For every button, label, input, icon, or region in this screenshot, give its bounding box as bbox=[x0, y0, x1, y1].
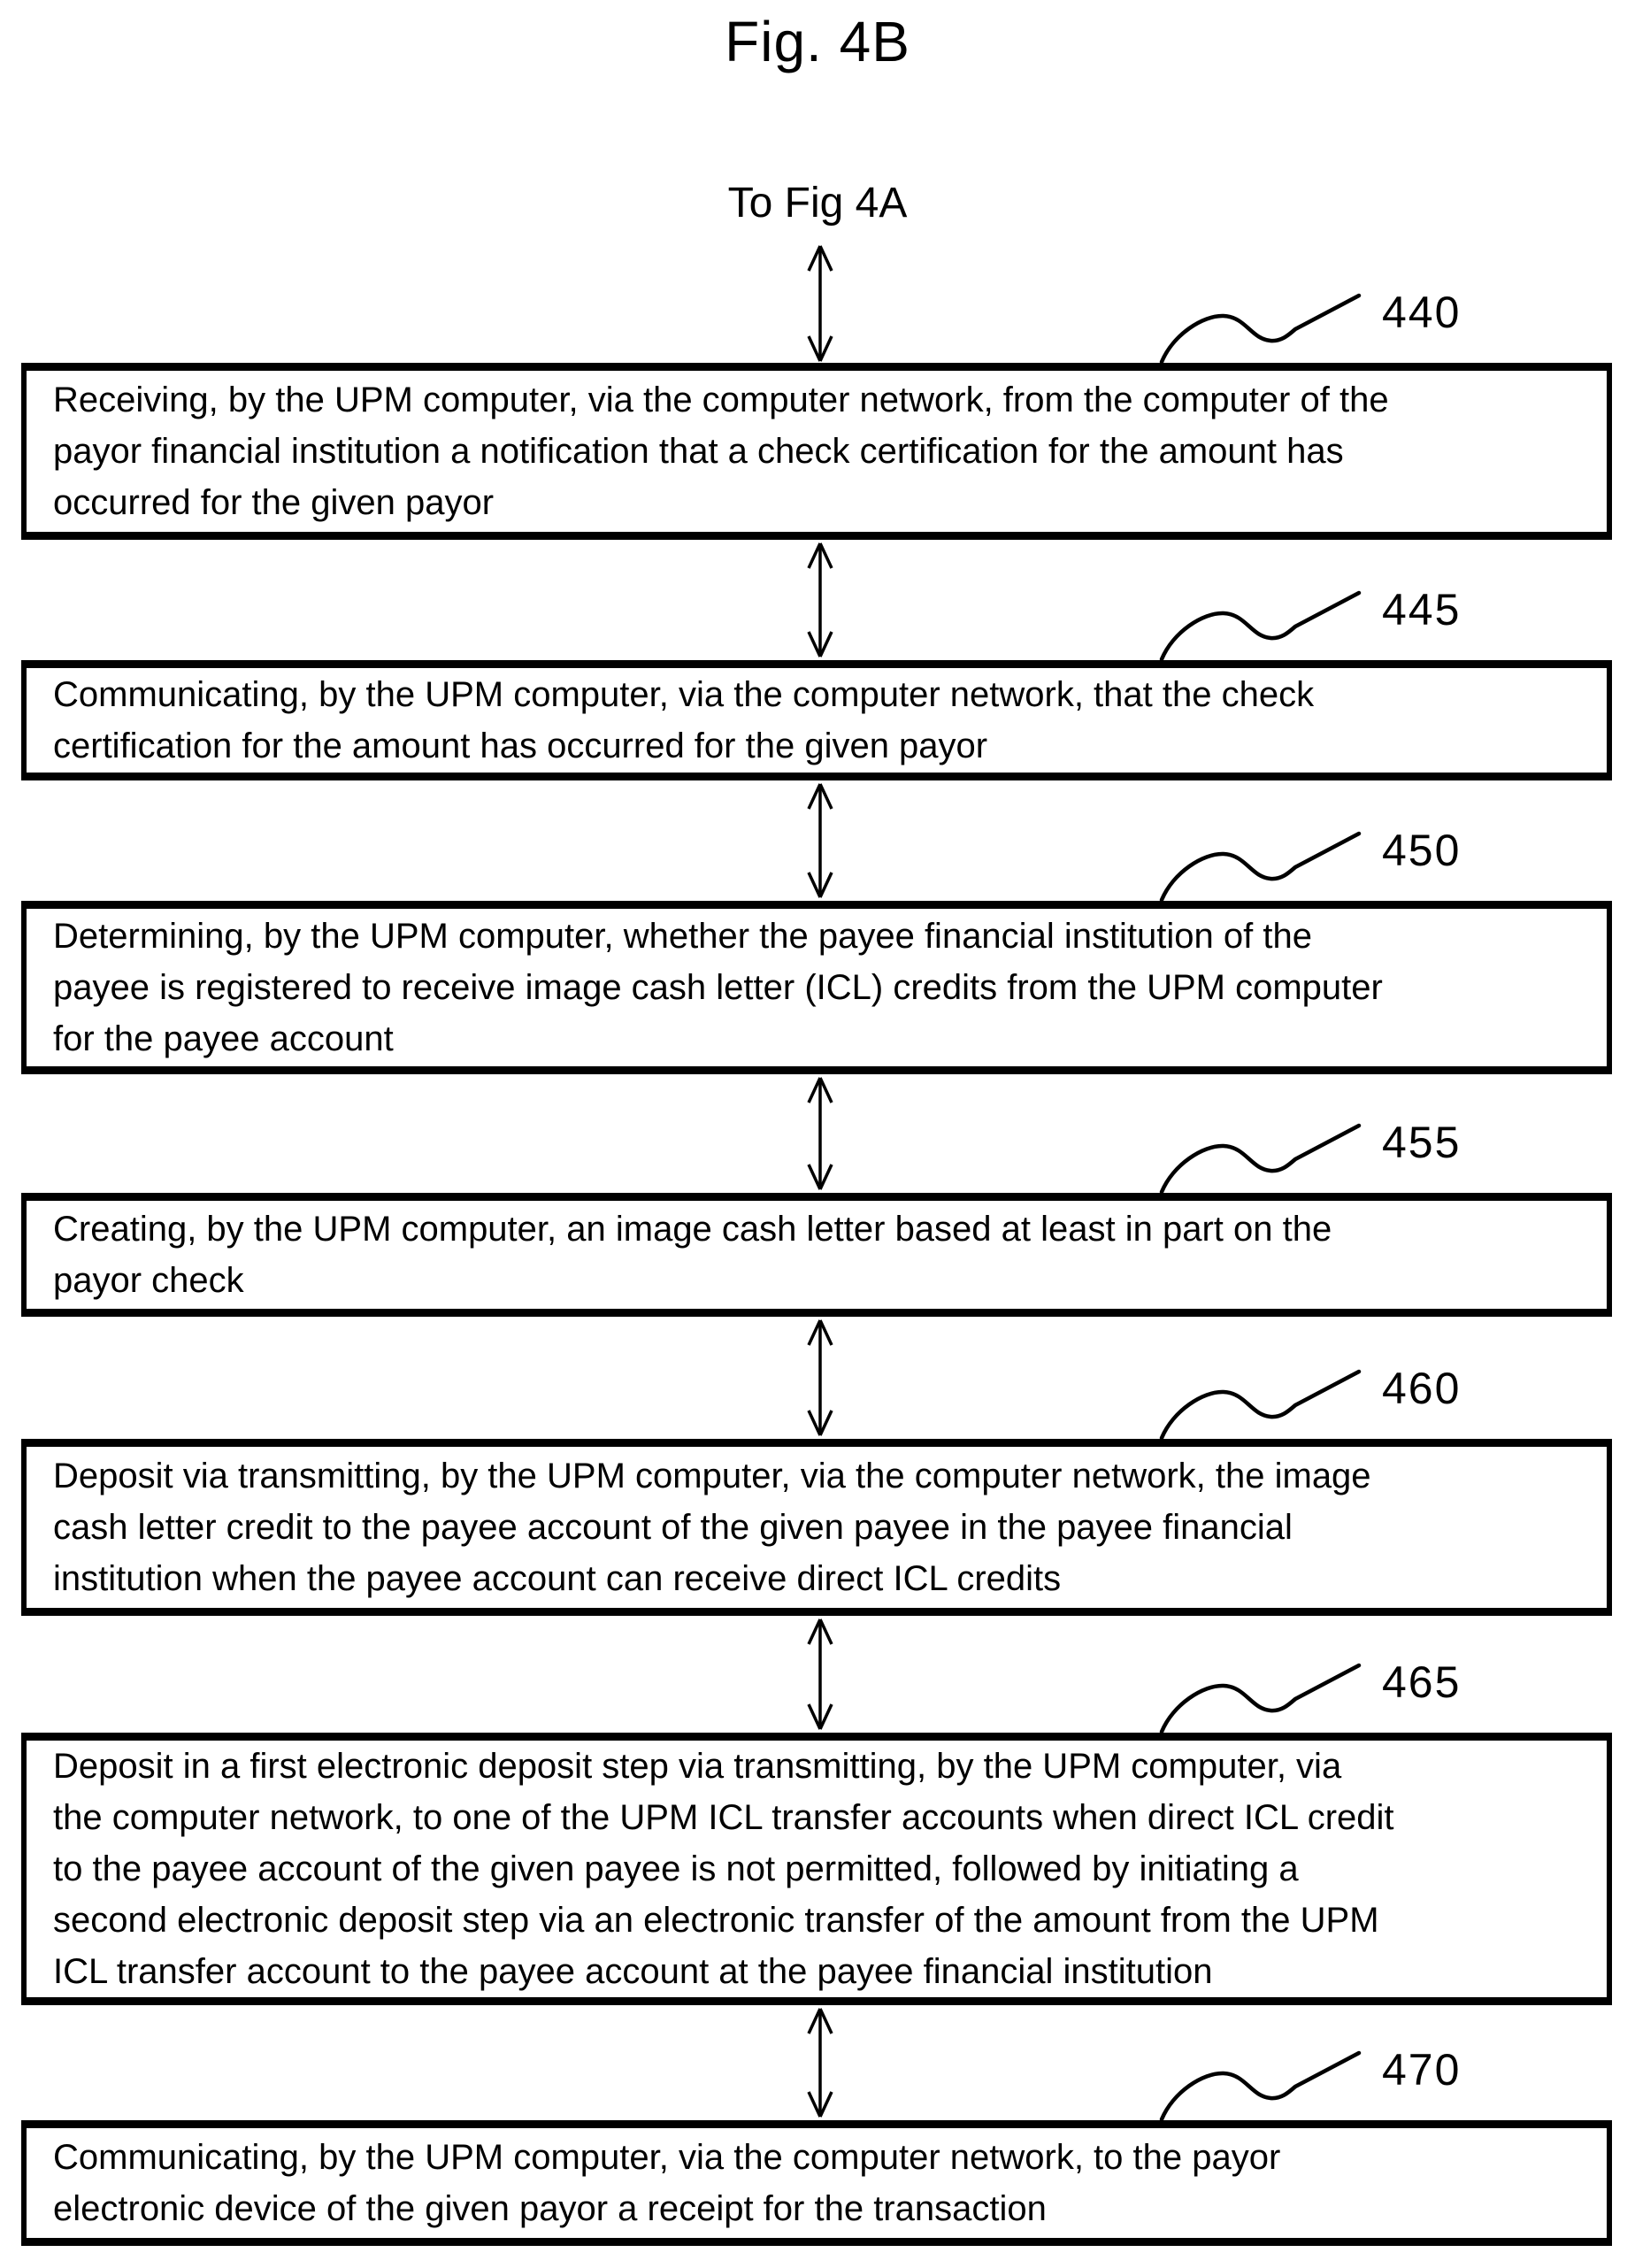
ref-label-455: 455 bbox=[1382, 1118, 1462, 1167]
ref-label-440: 440 bbox=[1382, 288, 1462, 337]
flow-arrow bbox=[802, 2005, 838, 2120]
ref-label-470: 470 bbox=[1382, 2045, 1462, 2095]
step-text-465: Deposit in a first electronic deposit step via transmitting, by the UPM computer, via the computer network, to one of the UPM ICL transfer accounts when direct ICL credit to the payee account of the given payee is not permitted, followed by initiating a second electronic deposit step via an electronic transfer of the amount from the UPM ICL transfer account to the payee account at the payee financial institution bbox=[53, 1747, 1394, 1991]
ref-label-465: 465 bbox=[1382, 1657, 1462, 1707]
flow-arrow bbox=[802, 1317, 838, 1439]
step-text-460: Deposit via transmitting, by the UPM computer, via the computer network, the image cash letter credit to the payee account of the given payee in the payee financial institution when the payee account can receive direct ICL credits bbox=[53, 1457, 1371, 1598]
step-box-450 bbox=[21, 901, 1612, 1074]
flow-arrow bbox=[802, 780, 838, 901]
step-text-455: Creating, by the UPM computer, an image cash letter based at least in part on the payor check bbox=[53, 1210, 1332, 1300]
step-box-460 bbox=[21, 1439, 1612, 1616]
lead-line-squiggle bbox=[1159, 828, 1362, 901]
lead-line-squiggle bbox=[1159, 1120, 1362, 1193]
lead-line-squiggle bbox=[1159, 1366, 1362, 1439]
flow-arrow bbox=[802, 242, 838, 365]
step-box-440 bbox=[21, 363, 1612, 540]
step-box-465 bbox=[21, 1733, 1612, 2005]
ref-label-445: 445 bbox=[1382, 585, 1462, 634]
step-box-445 bbox=[21, 660, 1612, 780]
step-text-440: Receiving, by the UPM computer, via the computer network, from the computer of the payor financial institution a notification that a check certification for the amount has occurred for the given payor bbox=[53, 381, 1389, 522]
lead-line-squiggle bbox=[1159, 1660, 1362, 1733]
step-text-450: Determining, by the UPM computer, whether the payee financial institution of the payee is registered to receive image cash letter (ICL) credits from the UPM computer for the payee account bbox=[53, 917, 1383, 1058]
lead-line-squiggle bbox=[1159, 588, 1362, 660]
figure-title: Fig. 4B bbox=[725, 10, 910, 73]
step-text-470: Communicating, by the UPM computer, via the computer network, to the payor electronic device of the given payor a receipt for the transaction bbox=[53, 2138, 1281, 2228]
lead-line-squiggle bbox=[1159, 290, 1362, 363]
flow-arrow bbox=[802, 540, 838, 660]
ref-label-450: 450 bbox=[1382, 826, 1462, 875]
ref-label-460: 460 bbox=[1382, 1364, 1462, 1413]
lead-line-squiggle bbox=[1159, 2048, 1362, 2120]
step-box-470 bbox=[21, 2120, 1612, 2246]
flow-arrow bbox=[802, 1616, 838, 1733]
to-fig-4a-label: To Fig 4A bbox=[727, 180, 908, 227]
flow-arrow bbox=[802, 1074, 838, 1193]
step-text-445: Communicating, by the UPM computer, via the computer network, that the check certification for the amount has occurred for the given payor bbox=[53, 675, 1315, 765]
step-box-455 bbox=[21, 1193, 1612, 1317]
